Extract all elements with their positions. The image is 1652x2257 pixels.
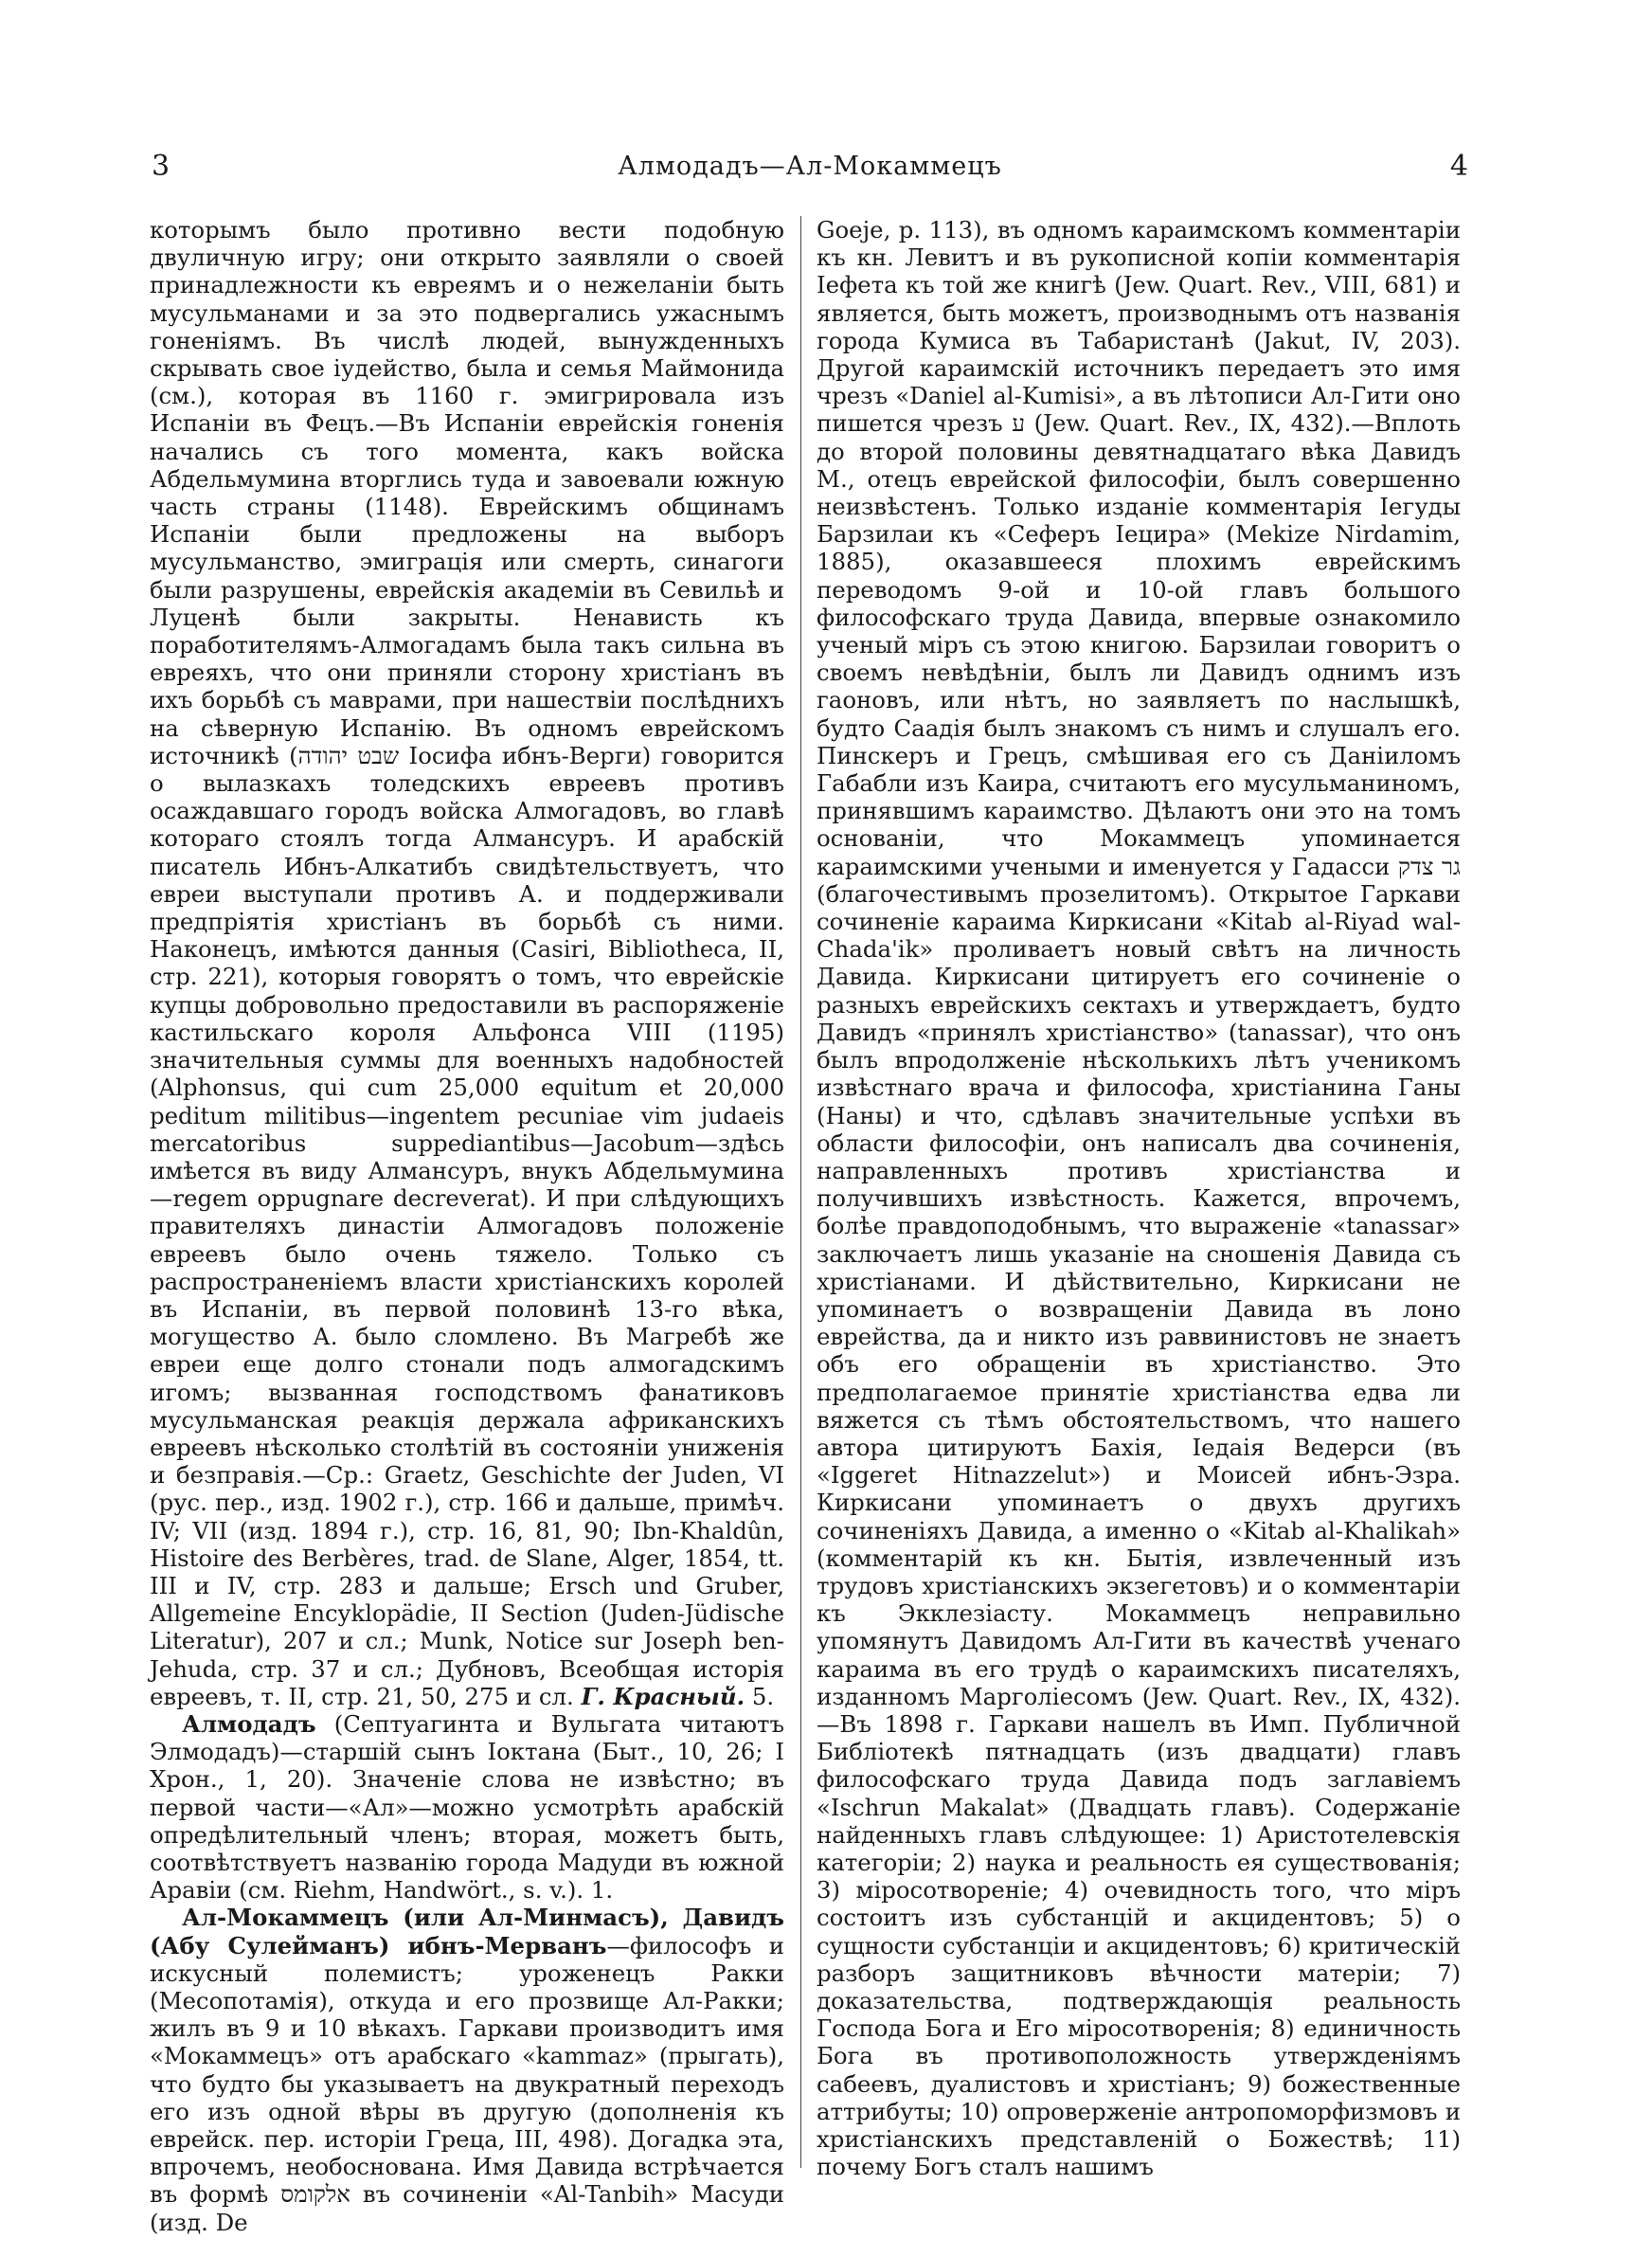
article-almogads-end <box>150 216 784 1710</box>
article-text: —философъ и искусный полемистъ; уроженецъ Ракки (Месопотамія), откуда и его прозвище Ал-Ракки; жилъ въ 9 и 10 вѣкахъ. Гаркави производитъ имя «Мокаммецъ» отъ арабскаго «kammaz» (прыгать), что будто бы указываетъ на двукратный переходъ его изъ одной вѣры въ другую (дополненія къ еврейск. пер. исторіи Греца, III, 498). Догадка эта, впрочемъ, необоснована. Имя Давида встрѣчается въ формѣ אלקומס въ сочиненіи «Al-Tanbih» Масуди (изд. De <box>150 1931 784 2236</box>
article-text: (Септуагинта и Вульгата читаютъ Элмодадъ)—старшій сынъ Іоктана (Быт., 10, 26; I Хрон., 1, 20). Значеніе слова не извѣстно; въ первой части—«Ал»—можно усмотрѣть арабскій опредѣлительный членъ; вторая, можетъ быть, соотвѣтствуетъ названію города Мадуди въ южной Аравіи (см. Riehm, Handwört., s. v.). <box>150 1709 784 1905</box>
page-number-right: 4 <box>1449 150 1468 183</box>
article-al-mokammets <box>150 1904 784 2235</box>
article-text: которымъ было противно вести подобную двуличную игру; они открыто заявляли о своей принадлежности къ евреямъ и о нежеланіи быть мусульманами и за это подвергались ужаснымъ гоненіямъ. Въ числѣ людей, вынужденныхъ скрывать свое іудейство, была и семья Маймонида (см.), которая въ 1160 г. эмигрировала изъ Испаніи въ Фецъ.—Въ Испаніи еврейскія гоненія начались съ того момента, какъ войска Абдельмумина вторглись туда и завоевали южную часть страны (1148). Еврейскимъ общинамъ Испаніи были предложены на выборъ мусульманство, эмиграція или смерть, синагоги были разрушены, еврейскія академіи въ Севильѣ и Луценѣ были закрыты. Ненависть къ поработителямъ-Алмогадамъ была такъ сильна въ евреяхъ, что они приняли сторону христіанъ въ ихъ борьбѣ съ маврами, при нашествіи послѣднихъ на сѣверную Испанію. Въ одномъ еврейскомъ источникѣ (שבט יהודה Іосифа ибнъ-Верги) говорится о вылазкахъ толедскихъ евреевъ противъ осаждавшаго городъ войска Алмогадовъ, во главѣ котораго стоялъ тогда Алмансуръ. И арабскій писатель Ибнъ-Алкатибъ свидѣтельствуетъ, что евреи выступали противъ А. и поддерживали предпріятія христіанъ въ борьбѣ съ ними. Наконецъ, имѣются данныя (Casiri, Bibliotheca, II, стр. 221), которыя говорятъ о томъ, что еврейскіе купцы добровольно предоставили въ распоряженіе кастильскаго короля Альфонса VIII (1195) значительныя суммы для военныхъ надобностей (Alphonsus, qui cum 25,000 equitum et 20,000 peditum militibus—ingentem pecuniae vim judaeis mercatoribus suppediantibus—Jacobum—здѣсь имѣется въ виду Алмансуръ, внукъ Абдельмумина—regem oppugnare decreverat). И при слѣдующихъ правителяхъ династіи Алмогадовъ положеніе евреевъ было очень тяжело. Только съ распространеніемъ власти христіанскихъ королей въ Испаніи, въ первой половинѣ 13-го вѣка, могущество А. было сломлено. Въ Магребѣ же евреи еще долго стонали подъ алмогадскимъ игомъ; вызванная господствомъ фанатиковъ мусульманская реакція держала африканскихъ евреевъ нѣсколько столѣтій въ состояніи униженія и безправія.—Ср.: Graetz, Geschichte der Juden, VI (рус. пер., изд. 1902 г.), стр. 166 и дальше, примѣч. IV; VII (изд. 1894 г.), стр. 16, 81, 90; Ibn-Khaldûn, Histoire des Berbères, trad. de Slane, Alger, 1854, tt. III и IV, стр. 283 и дальше; Ersch und Gruber, Allgemeine Encyklopädie, II Section (Juden-Jüdische Literatur), 207 и сл.; Munk, Notice sur Joseph ben-Jehuda, стр. 37 и сл.; Дубновъ, Всеобщая исторія евреевъ, т. II, стр. 21, 50, 275 и сл. <box>150 216 784 1710</box>
author-signature: Г. Красный. <box>581 1682 745 1710</box>
left-column <box>150 216 784 2236</box>
right-column <box>817 216 1461 2180</box>
article-al-mokammets-continued: Goeje, p. 113), въ одномъ караимскомъ комментаріи къ кн. Левитъ и въ рукописной копіи комментарія Іефета къ той же книгѣ (Jew. Quart. Rev., VIII, 681) и является, быть можетъ, производнымъ отъ названія города Кумиса въ Табаристанѣ (Jakut, IV, 203). Другой караимскій источникъ передаетъ это имя чрезъ «Daniel al-Kumisi», а въ лѣтописи Ал-Гити оно пишется чрезъ ע (Jew. Quart. Rev., IX, 432).—Вплоть до второй половины девятнадцатаго вѣка Давидъ М., отецъ еврейской философіи, былъ совершенно неизвѣстенъ. Только изданіе комментарія Іегуды Барзилаи къ «Сеферъ Іецира» (Mekize Nirdamim, 1885), оказавшееся плохимъ еврейскимъ переводомъ 9-ой и 10-ой главъ большого философскаго труда Давида, впервые ознакомило ученый міръ съ этою книгою. Барзилаи говоритъ о своемъ невѣдѣніи, былъ ли Давидъ однимъ изъ гаоновъ, или нѣтъ, но заявляетъ по наслышкѣ, будто Саадія былъ знакомъ съ нимъ и слушалъ его. Пинскеръ и Грецъ, смѣшивая его съ Даніиломъ Габабли изъ Каира, считаютъ его мусульманиномъ, принявшимъ караимство. Дѣлаютъ они это на томъ основаніи, что Мокаммецъ упоминается караимскими учеными и именуется у Гадасси גר צדק (благочестивымъ прозелитомъ). Открытое Гаркави сочиненіе караима Киркисани «Kitab al-Riyad wal-Chada'ik» проливаетъ новый свѣтъ на личность Давида. Киркисани цитируетъ его сочиненіе о разныхъ еврейскихъ сектахъ и утверждаетъ, будто Давидъ «принялъ христіанство» (tanassar), что онъ былъ впродолженіе нѣсколькихъ лѣтъ ученикомъ извѣстнаго врача и философа, христіанина Ганы (Наны) и что, сдѣлавъ значительные успѣхи въ области философіи, онъ написалъ два сочиненія, направленныхъ противъ христіанства и получившихъ извѣстность. Кажется, впрочемъ, болѣе правдоподобнымъ, что выраженіе «tanassar» заключаетъ лишь указаніе на сношенія Давида съ христіанами. И дѣйствительно, Киркисани не упоминаетъ о возвращеніи Давида въ лоно еврейства, да и никто изъ раввинистовъ не знаетъ объ его обращеніи въ христіанство. Это предполагаемое принятіе христіанства едва ли вяжется съ тѣмъ обстоятельствомъ, что нашего автора цитируютъ Бахія, Іедаія Ведерси (въ «Iggeret Hitnazzelut») и Моисей ибнъ-Эзра. Киркисани упоминаетъ о двухъ другихъ сочиненіяхъ Давида, а именно о «Kitab al-Khalikah» (комментарій къ кн. Бытія, извлеченный изъ трудовъ христіанскихъ экзегетовъ) и о комментаріи къ Экклезіасту. Мокаммецъ неправильно упомянутъ Давидомъ Ал-Гити въ качествѣ ученаго караима въ его трудѣ о караимскихъ писателяхъ, изданномъ Марголіесомъ (Jew. Quart. Rev., IX, 432).—Въ 1898 г. Гаркави нашелъ въ Имп. Публичной Библіотекѣ пятнадцать (изъ двадцати) главъ философскаго труда Давида подъ заглавіемъ «Ischrun Makalat» (Двадцать главъ). Содержаніе найденныхъ главъ слѣдующее: 1) Аристотелевскія категоріи; 2) наука и реальность ея существованія; 3) міросотвореніе; 4) очевидность того, что міръ состоитъ изъ субстанцій и акцидентовъ; 5) о сущности субстанціи и акцидентовъ; 6) критическій разборъ защитниковъ вѣчности матеріи; 7) доказательства, подтверждающія реальность Господа Бога и Его міросотворенія; 8) единичность Бога въ противоположность утвержденіямъ сабеевъ, дуалистовъ и христіанъ; 9) божественные аттрибуты; 10) опроверженіе антропоморфизмовъ и христіанскихъ представленій о Божествѣ; 11) почему Богъ сталъ нашимъ <box>817 216 1461 2181</box>
column-divider <box>800 216 801 2168</box>
running-head: Алмодадъ—Ал-Мокаммецъ <box>618 152 1002 181</box>
source-number: 5. <box>751 1682 775 1710</box>
page-number-left: 3 <box>152 150 171 183</box>
article-almodad <box>150 1710 784 1904</box>
page-header <box>152 150 1468 188</box>
source-number: 1. <box>590 1876 614 1905</box>
headword-almodad: Алмодадъ <box>182 1709 316 1738</box>
headword-al-mokammets: Ал-Мокаммецъ (или Ал-Минмасъ), Давидъ (Абу Сулейманъ) ибнъ-Мерванъ <box>150 1904 784 1959</box>
